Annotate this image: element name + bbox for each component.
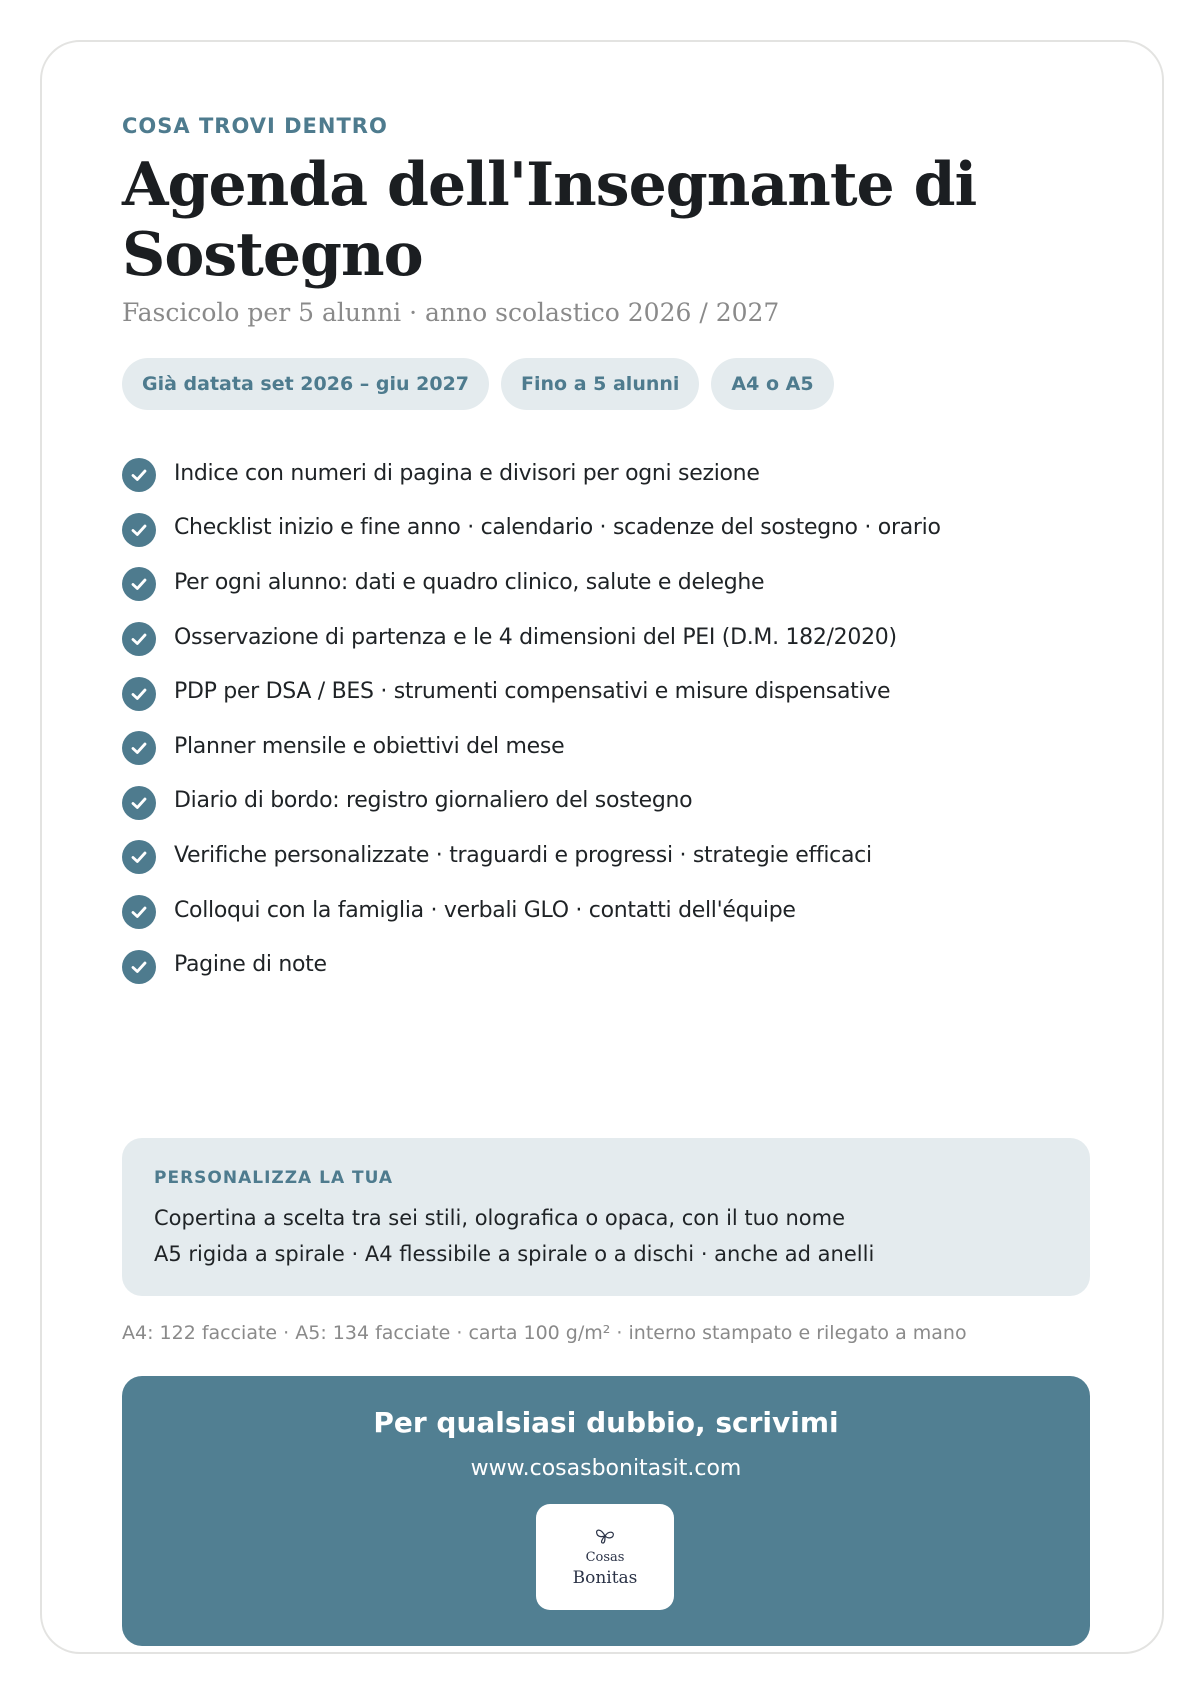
- check-circle-icon: [122, 840, 156, 874]
- feature-list: [122, 446, 1090, 992]
- list-item-label: Pagine di note: [174, 952, 327, 978]
- contact-title: Per qualsiasi dubbio, scrivimi: [373, 1406, 839, 1439]
- check-circle-icon: [122, 458, 156, 492]
- list-item-label: Colloqui con la famiglia · verbali GLO · contatti dell'équipe: [174, 897, 796, 923]
- list-item-label: Indice con numeri di pagina e divisori per ogni sezione: [174, 460, 760, 486]
- contact-panel: [122, 1376, 1090, 1646]
- customize-title: PERSONALIZZA LA TUA: [154, 1168, 394, 1188]
- badge-format: A4 o A5: [711, 358, 833, 410]
- section-eyebrow: COSA TROVI DENTRO: [122, 114, 388, 138]
- list-item-label: Verifiche personalizzate · traguardi e progressi · strategie efficaci: [174, 842, 872, 868]
- list-item-label: Osservazione di partenza e le 4 dimensioni del PEI (D.M. 182/2020): [174, 624, 897, 650]
- list-item: [122, 774, 1090, 829]
- list-item: [122, 501, 1090, 556]
- check-circle-icon: [122, 513, 156, 547]
- check-circle-icon: [122, 677, 156, 711]
- check-circle-icon: [122, 622, 156, 656]
- check-circle-icon: [122, 731, 156, 765]
- list-item: [122, 828, 1090, 883]
- badge-row: [122, 358, 834, 410]
- brand-logo: [536, 1504, 674, 1610]
- customize-line-cover: Copertina a scelta tra sei stili, olografica o opaca, con il tuo nome: [154, 1206, 846, 1230]
- list-item: [122, 610, 1090, 665]
- list-item: [122, 555, 1090, 610]
- list-item: [122, 719, 1090, 774]
- customize-line-binding: A5 rigida a spirale · A4 flessibile a spirale o a dischi · anche ad anelli: [154, 1242, 875, 1266]
- logo-word-cosas: Cosas: [585, 1550, 625, 1565]
- list-item-label: Per ogni alunno: dati e quadro clinico, salute e deleghe: [174, 569, 765, 595]
- check-circle-icon: [122, 950, 156, 984]
- logo-word-bonitas: Bonitas: [572, 1568, 638, 1588]
- list-item-label: PDP per DSA / BES · strumenti compensativi e misure dispensative: [174, 679, 891, 705]
- list-item: [122, 664, 1090, 719]
- list-item-label: Diario di bordo: registro giornaliero del sostegno: [174, 788, 693, 814]
- badge-dated: Già datata set 2026 – giu 2027: [122, 358, 489, 410]
- badge-students: Fino a 5 alunni: [501, 358, 699, 410]
- butterfly-icon: [593, 1526, 617, 1546]
- website-link[interactable]: www.cosasbonitasit.com: [470, 1456, 742, 1481]
- check-circle-icon: [122, 786, 156, 820]
- check-circle-icon: [122, 567, 156, 601]
- check-circle-icon: [122, 895, 156, 929]
- customize-panel: [122, 1138, 1090, 1296]
- specs-note: A4: 122 facciate · A5: 134 facciate · carta 100 g/m² · interno stampato e rilegato a mano: [122, 1322, 967, 1344]
- list-item-label: Planner mensile e obiettivi del mese: [174, 733, 565, 759]
- page-title: Agenda dell'Insegnante di Sostegno: [122, 150, 977, 290]
- list-item: [122, 446, 1090, 501]
- info-card: [40, 40, 1164, 1654]
- list-item: [122, 937, 1090, 992]
- list-item: [122, 883, 1090, 938]
- page-subtitle: Fascicolo per 5 alunni · anno scolastico 2026 / 2027: [122, 298, 780, 327]
- list-item-label: Checklist inizio e fine anno · calendario · scadenze del sostegno · orario: [174, 515, 941, 541]
